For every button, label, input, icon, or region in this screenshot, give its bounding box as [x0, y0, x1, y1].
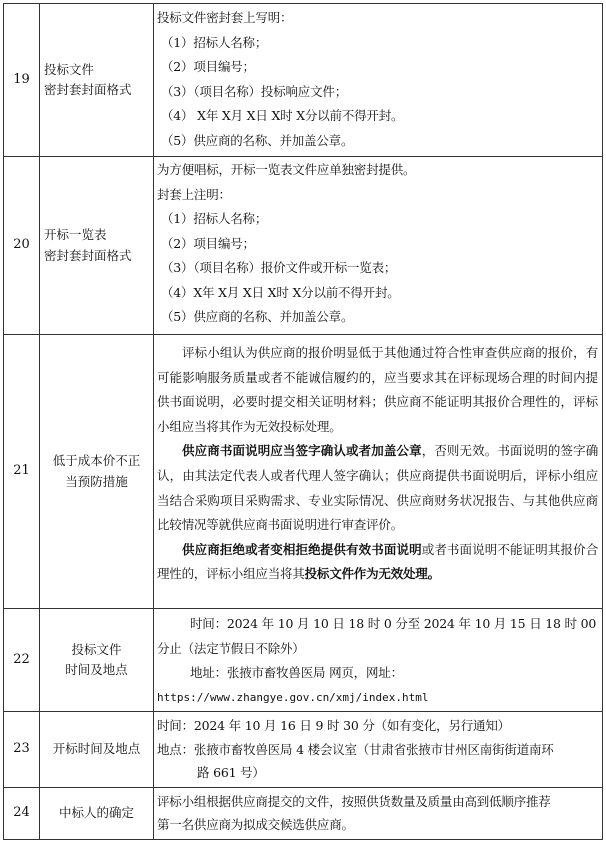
row-content: 投标文件密封套上写明： （1）招标人名称； （2）项目编号； （3）（项目名称）投标响应文件； （4） X年 X月 X日 X时 X分以前不得开封。 （5）供应商的名称、并加盖公章。: [154, 4, 603, 157]
paragraph-refusal: 供应商拒绝或者变相拒绝提供有效书面说明或者书面说明不能证明其报价合理性的，评标小组应当将其投标文件作为无效处理。: [157, 541, 599, 582]
row-item-name: 投标文件 时间及地点: [40, 609, 154, 712]
opening-address-line1: 地点：张掖市畜牧兽医局 4 楼会议室（甘肃省张掖市甘州区南街街道南环: [157, 741, 554, 757]
row-item-name: 开标时间及地点: [40, 712, 154, 788]
table-row-21: [4, 335, 603, 609]
submission-time-line1: 时间：2024 年 10 月 10 日 18 时 0 分至 2024 年 10 月 15 日 18 时 00: [190, 616, 597, 631]
table-row-23: [4, 712, 603, 788]
opening-address-line2: 路 661 号）: [197, 765, 265, 780]
row-number: 20: [4, 157, 40, 335]
row-number: 21: [4, 335, 40, 609]
winner-rule-line2: 第一名供应商为拟成交候选供应商。: [157, 817, 354, 832]
row-number: 24: [4, 788, 40, 840]
row-item-name: 低于成本价不正 当预防措施: [40, 335, 154, 609]
winner-rule-line1: 评标小组根据供应商提交的文件，按照供货数量及质量由高到低顺序推荐: [157, 794, 551, 809]
row-number: 22: [4, 609, 40, 712]
paragraph-low-price: 评标小组认为供应商的报价明显低于其他通过符合性审查供应商的报价，有可能影响服务质量或者不能诚信履约的，应当要求其在评标现场合理的时间内提供书面说明，必要时提交相关证明材料；供应商不能证明其报价合理性的，评标小组应当将其作为无效投标处理。: [157, 345, 598, 434]
row-content: [154, 609, 603, 712]
row-item-name: 投标文件 密封套封面格式: [40, 4, 154, 157]
row-content: [154, 788, 603, 840]
submission-url-link[interactable]: https://www.zhangye.gov.cn/xmj/index.html: [157, 690, 429, 704]
table-row-20: [4, 157, 603, 335]
paragraph-written-explanation: 供应商书面说明应当签字确认或者加盖公章，否则无效。书面说明的签字确认，由其法定代表人或者代理人签字确认；供应商提供书面说明后，评标小组应当结合采购项目采购需求、专业实际情况、供应商财务状况报告、与其他供应商比较情况等就供应商书面说明进行审查评价。: [157, 443, 599, 533]
opening-time: 时间：2024 年 10 月 16 日 9 时 30 分（如有变化，另行通知）: [157, 718, 510, 733]
row-content: [154, 712, 603, 788]
row-number: 19: [4, 4, 40, 157]
row-item-name: 中标人的确定: [40, 788, 154, 840]
row-item-name: 开标一览表 密封套封面格式: [40, 157, 154, 335]
submission-address: 地址：张掖市畜牧兽医局 网页，网址：: [190, 665, 403, 680]
submission-time-line2: 分止（法定节假日不除外）: [157, 640, 305, 656]
table-row-22: [4, 609, 603, 712]
row-content: 为方便唱标，开标一览表文件应单独密封提供。 封套上注明： （1）招标人名称； （2）项目编号； （3）（项目名称）报价文件或开标一览表； （4）X年 X月 X日 X时 X分以前不得开封。 （5）供应商的名称、并加盖公章。: [154, 157, 603, 335]
row-number: 23: [4, 712, 40, 788]
table-row-19: [4, 4, 603, 157]
bid-info-table: [3, 3, 603, 840]
table-row-24: [4, 788, 603, 840]
row-content: [154, 335, 603, 609]
